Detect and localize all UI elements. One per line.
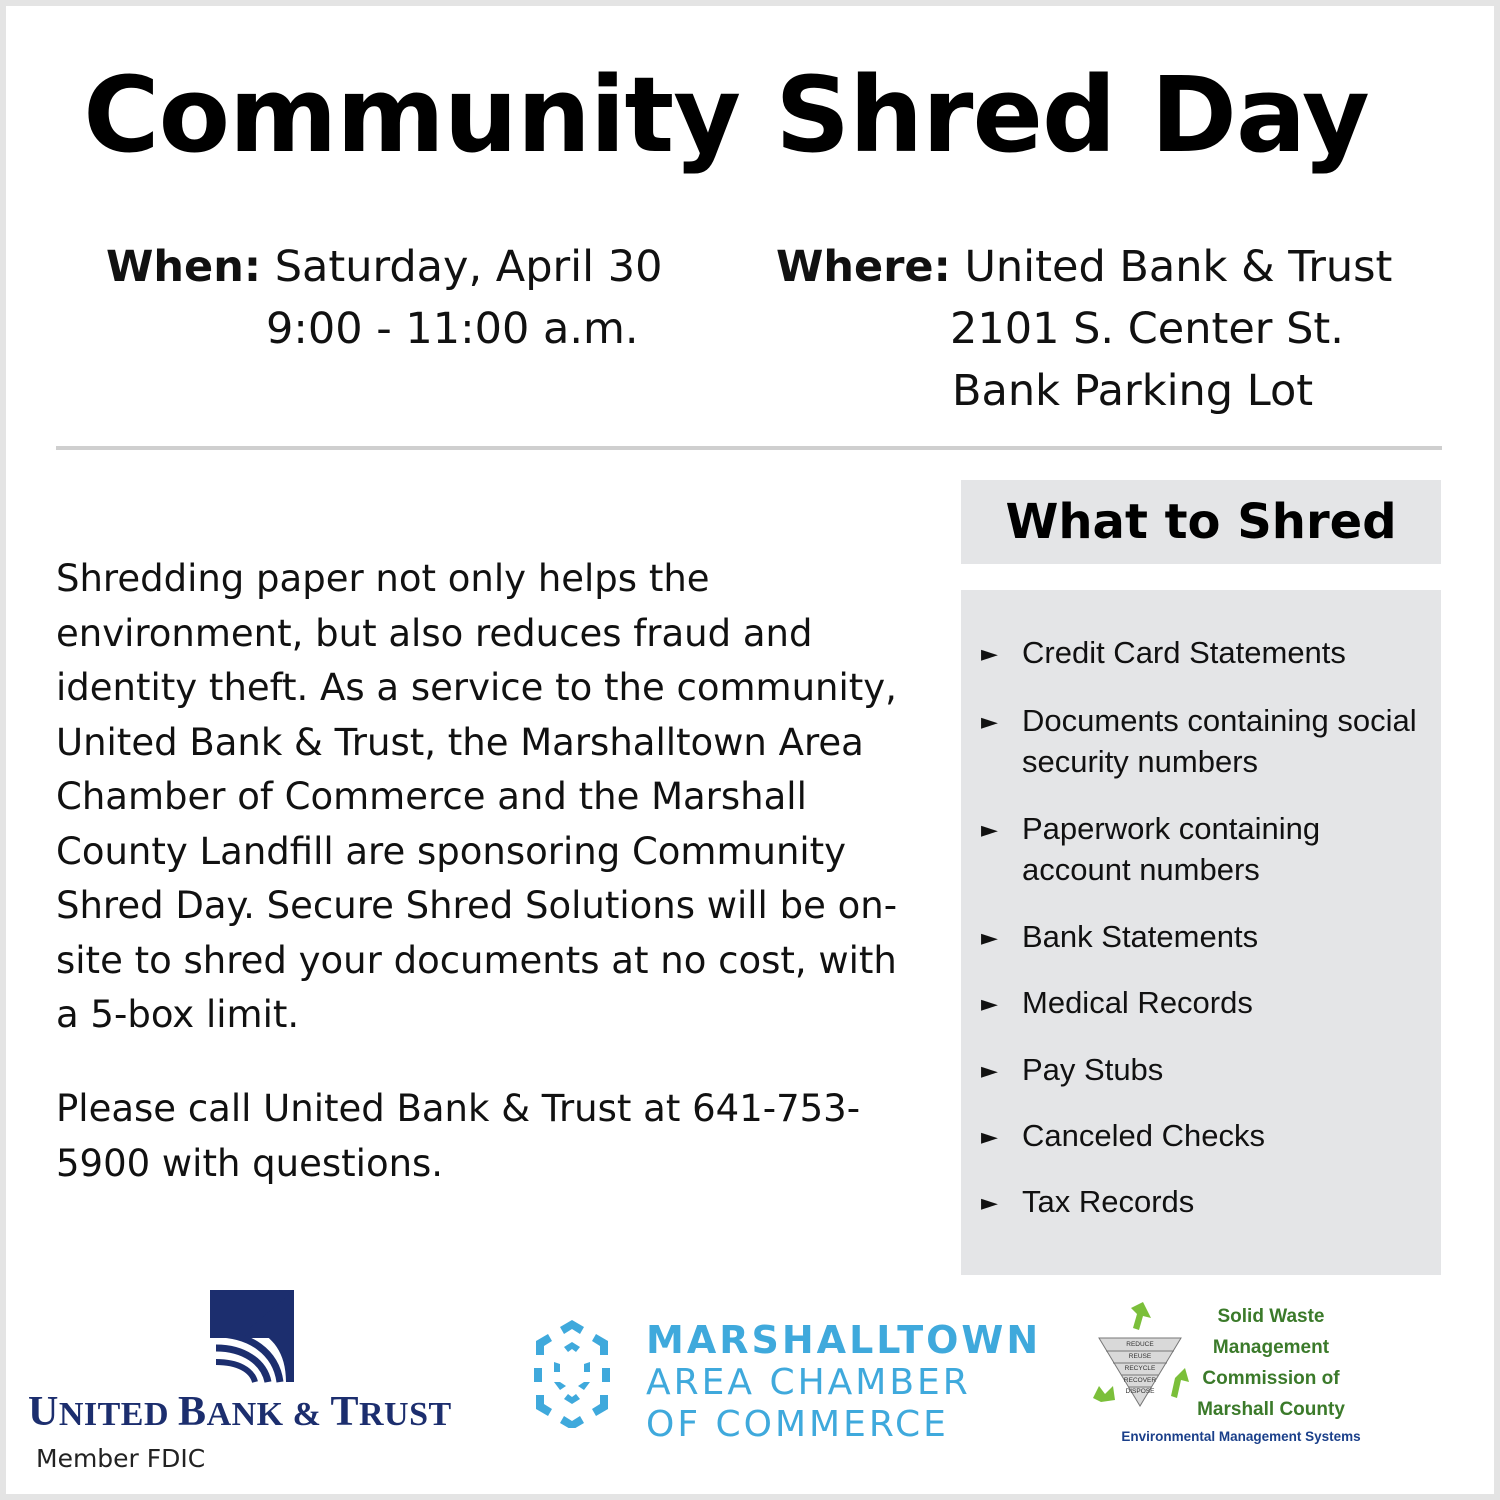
bullet-arrow-icon: ► [981,710,998,735]
member-fdic: Member FDIC [36,1444,206,1473]
pyramid-recover: RECOVER [1123,1377,1157,1384]
pyramid-reuse: REUSE [1128,1353,1152,1360]
bullet-arrow-icon: ► [981,992,998,1017]
when-date: Saturday, April 30 [274,242,663,292]
bullet-arrow-icon: ► [981,818,998,843]
when-line [106,242,662,294]
pyramid-dispose: DISPOSE [1125,1388,1155,1395]
list-item-text: Tax Records [1022,1184,1195,1219]
where-location: Bank Parking Lot [952,366,1314,416]
chamber-line-3: OF COMMERCE [646,1404,949,1445]
bullet-arrow-icon: ► [981,1191,998,1216]
swm-tagline: Environmental Management Systems [1121,1429,1361,1444]
chamber-logo [524,1312,1042,1445]
divider [56,446,1442,450]
what-to-shred-heading: What to Shred [961,480,1441,564]
page-title: Community Shred Day [83,54,1369,176]
when-label: When: [106,242,262,292]
swm-line-4: Marshall County [1197,1399,1345,1420]
where-name: United Bank & Trust [964,242,1393,292]
bullet-arrow-icon: ► [981,1125,998,1150]
list-item-text: Paperwork containing account numbers [1022,811,1321,887]
ubt-swoosh-icon [210,1290,300,1385]
list-item-text: Documents containing social security numbers [1022,703,1417,779]
swm-line-3: Commission of [1202,1368,1340,1389]
list-item-text: Medical Records [1022,985,1253,1020]
where-address: 2101 S. Center St. [950,304,1344,354]
ubt-wordmark: UNITED BANK & TRUST [28,1389,452,1435]
solid-waste-logo [1091,1296,1391,1456]
chamber-line-2: AREA CHAMBER [646,1362,971,1403]
pyramid-recycle: RECYCLE [1124,1365,1156,1372]
chamber-line-1: MARSHALLTOWN [646,1318,1042,1362]
where-label: Where: [776,242,951,292]
bullet-arrow-icon: ► [981,1059,998,1084]
list-item-text: Canceled Checks [1022,1118,1265,1153]
what-to-shred-panel [961,590,1441,1275]
swm-line-1: Solid Waste [1217,1306,1325,1327]
list-item-text: Pay Stubs [1022,1052,1164,1087]
contact-paragraph: Please call United Bank & Trust at 641-753-5900 with questions. [56,1087,861,1185]
bullet-arrow-icon: ► [981,926,998,951]
list-item-text: Bank Statements [1022,919,1259,954]
swm-line-2: Management [1212,1337,1330,1358]
united-bank-logo [28,1288,488,1488]
when-time: 9:00 - 11:00 a.m. [266,304,639,354]
flyer [6,6,1494,1494]
pyramid-reduce: REDUCE [1126,1341,1154,1348]
bullet-arrow-icon: ► [981,642,998,667]
description-paragraph: Shredding paper not only helps the environment, but also reduces fraud and identity theft. As a service to the community, United Bank & Trust, the Marshalltown Area Chamber of Commerce and the Marshall County Landfill are sponsoring Community Shred Day. Secure Shred Solutions will be on-site to shred your documents at no cost, with a 5-box limit. [56,557,898,1036]
list-item-text: Credit Card Statements [1022,635,1346,670]
where-line [776,242,1392,294]
chamber-hexagon-icon [524,1318,620,1428]
